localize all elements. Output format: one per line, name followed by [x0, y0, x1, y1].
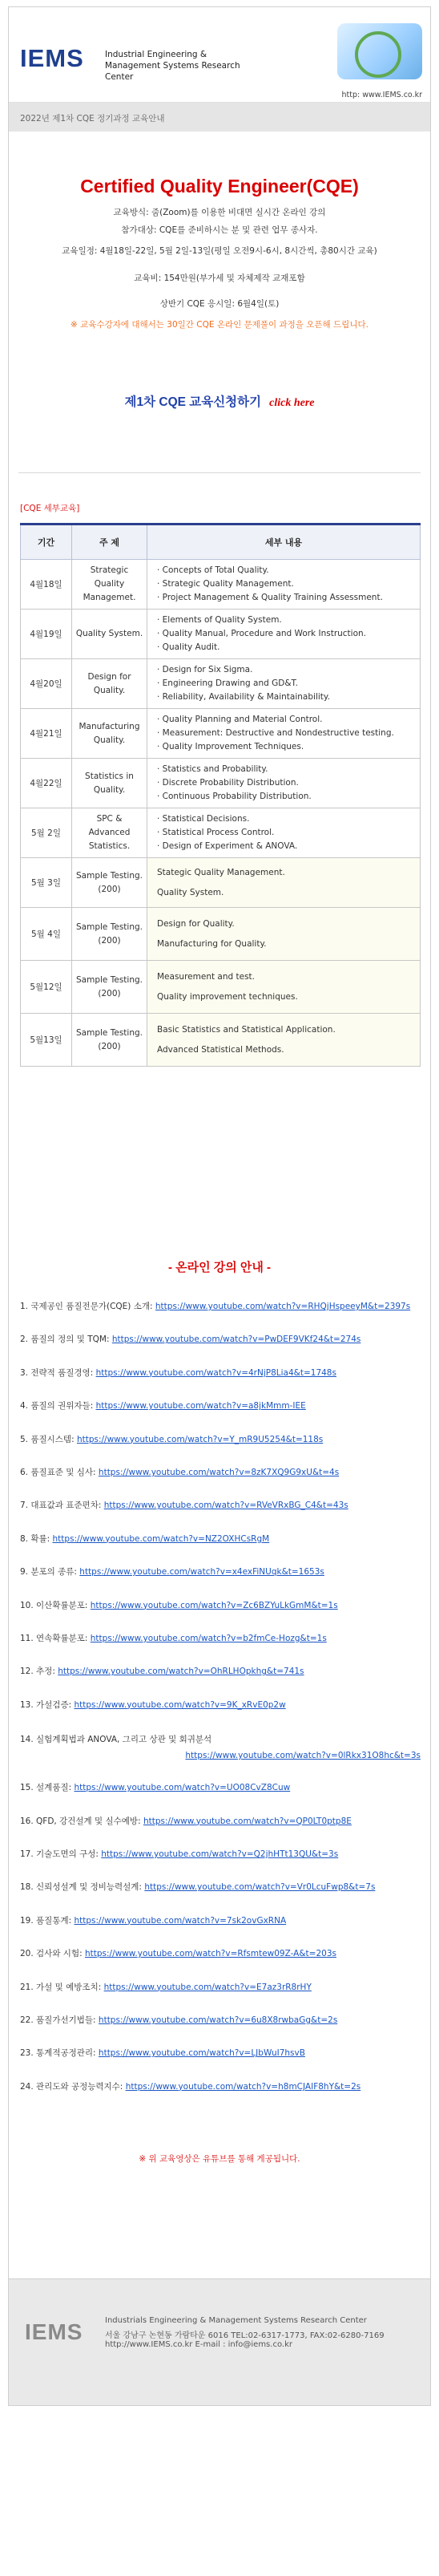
table-row: [21, 961, 421, 1014]
lecture-item: [20, 1914, 286, 1926]
table-row: [21, 659, 421, 709]
lecture-label: 21. 가설 및 예방조치:: [20, 1982, 104, 1992]
lecture-item: [20, 1367, 336, 1379]
lecture-label: 11. 연속확률분포:: [20, 1634, 91, 1643]
lecture-item: [20, 1781, 290, 1793]
lecture-label: 20. 검사와 시험:: [20, 1949, 85, 1959]
lecture-item: [20, 1981, 312, 1993]
lecture-label: 1. 국제공인 품질전문가(CQE) 소개:: [20, 1302, 155, 1311]
topic-line: Sample Testing.: [76, 974, 143, 985]
topic-line: (200): [98, 884, 121, 894]
lecture-item: [20, 1300, 410, 1312]
row-date: 5월12일: [21, 961, 72, 1014]
lecture-link[interactable]: https://www.youtube.com/watch?v=RHQjHspeeyM&t=2397s: [155, 1302, 411, 1311]
row-details: [147, 659, 421, 709]
detail-line: · Design for Six Sigma.: [157, 665, 253, 674]
lecture-link[interactable]: https://www.youtube.com/watch?v=NZ2OXHCsRgM: [52, 1533, 270, 1544]
lecture-link[interactable]: https://www.youtube.com/watch?v=Y_mR9U5254&t=118s: [76, 1434, 324, 1444]
lecture-item: [20, 1599, 338, 1611]
footer-contact: http://www.IEMS.co.kr E-mail : info@iems.co.kr: [105, 2340, 292, 2349]
lecture-item: [20, 1665, 304, 1677]
row-topic: [72, 709, 147, 759]
row-details: [147, 709, 421, 759]
divider: [18, 472, 421, 473]
info-method: 교육방식: 줌(Zoom)를 이용한 비대면 실시간 온라인 강의: [113, 208, 326, 217]
row-details: [147, 961, 421, 1014]
lecture-item: [20, 1466, 339, 1478]
topic-line: Sample Testing.: [76, 921, 143, 932]
row-topic: [72, 858, 147, 908]
topic-line: Sample Testing.: [76, 1027, 143, 1038]
website-link[interactable]: http: www.IEMS.co.kr: [341, 91, 422, 99]
lecture-item: [20, 2047, 305, 2059]
topic-line: Statistics.: [88, 841, 131, 851]
detail-line: Design for Quality.: [157, 918, 235, 929]
detail-line: · Concepts of Total Quality.: [157, 565, 269, 575]
org-name: [105, 49, 249, 83]
lecture-link[interactable]: https://www.youtube.com/watch?v=Zc6BZYuLkGmM&t=1s: [90, 1600, 338, 1610]
lecture-link[interactable]: https://www.youtube.com/watch?v=LJbWuI7hsvB: [98, 2048, 305, 2059]
row-topic: [72, 659, 147, 709]
lecture-link[interactable]: https://www.youtube.com/watch?v=Q2jhHTt13QU&t=3s: [101, 1849, 339, 1859]
row-details: [147, 808, 421, 858]
detail-line: · Quality Improvement Techniques.: [157, 742, 304, 751]
detail-line: · Strategic Quality Management.: [157, 579, 294, 589]
info-exam-date: 상반기 CQE 응시일: 6월4일(토): [159, 299, 280, 309]
row-date: 5월13일: [21, 1014, 72, 1067]
row-topic: [72, 560, 147, 610]
detail-line: · Quality Planning and Material Control.: [157, 715, 323, 724]
lecture-item: [20, 1732, 421, 1764]
info-schedule: 교육일정: 4월18일-22일, 5월 2일-13일(평일 오전9시-6시, 8시간씩, 총80시간 교육): [62, 246, 377, 256]
detail-line: · Engineering Drawing and GD&T.: [157, 678, 299, 688]
row-topic: [72, 808, 147, 858]
row-topic: [72, 961, 147, 1014]
header-topic: 주 제: [72, 525, 147, 560]
lecture-link[interactable]: https://www.youtube.com/watch?v=PwDEF9VKf24&t=274s: [111, 1335, 361, 1345]
lecture-item: [20, 1632, 327, 1644]
banner-text: 2022년 제1차 CQE 정기과정 교육안내: [20, 114, 165, 124]
footer-logo: IEMS: [25, 2319, 83, 2344]
row-details: [147, 1014, 421, 1067]
topic-line: Statistics in Quality.: [85, 771, 134, 795]
row-date: 4월20일: [21, 659, 72, 709]
schedule-label: [CQE 세부교육]: [20, 504, 80, 513]
lecture-label: 10. 이산확률분포:: [20, 1600, 91, 1610]
lecture-item: [20, 1533, 269, 1545]
lecture-label: 14. 실험계획법과 ANOVA, 그리고 상관 및 회귀분석: [20, 1735, 212, 1745]
topic-line: Managemet.: [83, 593, 136, 602]
detail-line: · Measurement: Destructive and Nondestructive testing.: [157, 728, 394, 738]
lecture-link[interactable]: https://www.youtube.com/watch?v=b2fmCe-Hozg&t=1s: [90, 1634, 327, 1643]
lecture-item: [20, 1399, 306, 1412]
detail-line: · Statistics and Probability.: [157, 764, 268, 774]
click-here-link[interactable]: click here: [269, 397, 315, 409]
topic-line: (200): [98, 935, 121, 946]
logo: IEMS: [20, 44, 84, 72]
header: [9, 7, 430, 103]
apply-text[interactable]: 제1차 CQE 교육신청하기: [124, 395, 262, 409]
detail-line: · Reliability, Availability & Maintainability.: [157, 692, 330, 702]
header-period: 기간: [21, 525, 72, 560]
lecture-link[interactable]: https://www.youtube.com/watch?v=x4exFiNUqk&t=1653s: [79, 1567, 324, 1578]
footer-address: 서울 강남구 논현동 가람타운 6016 TEL:02-6317-1773, FAX:02-6280-7169: [105, 2331, 385, 2340]
topic-line: Strategic Quality: [90, 565, 129, 589]
lecture-label: 16. QFD, 강건설계 및 실수예방:: [20, 1816, 143, 1826]
lecture-link[interactable]: https://www.youtube.com/watch?v=Rfsmtew09Z-A&t=203s: [84, 1949, 336, 1959]
row-date: 4월19일: [21, 610, 72, 659]
notice-text: ※ 교육수강자에 대해서는 30일간 CQE 온라인 문제풀이 과정을 오픈해 드립니다.: [70, 320, 369, 330]
lecture-label: 17. 기술도면의 구성:: [20, 1849, 102, 1859]
online-title: - 온라인 강의 안내 -: [167, 1261, 272, 1274]
detail-line: · Statistical Process Control.: [157, 828, 275, 837]
lecture-link[interactable]: https://www.youtube.com/watch?v=9K_xRvE0p2w: [74, 1699, 286, 1710]
table-row: [21, 808, 421, 858]
lecture-label: 8. 확률:: [20, 1533, 53, 1544]
detail-line: Stategic Quality Management.: [157, 867, 285, 877]
topic-line: Design for Quality.: [87, 671, 131, 695]
lecture-item: [20, 1848, 338, 1860]
lecture-label: 9. 분포의 종류:: [20, 1567, 80, 1578]
footer: [9, 2278, 430, 2405]
table-row: [21, 908, 421, 961]
row-topic: [72, 759, 147, 808]
lecture-label: 22. 품질가선기법들:: [20, 2015, 99, 2025]
row-details: [147, 610, 421, 659]
lecture-link[interactable]: https://www.youtube.com/watch?v=8zK7XQ9G9xU&t=4s: [98, 1468, 340, 1477]
org-line-2: Management Systems Research Center: [105, 61, 240, 82]
lecture-link[interactable]: https://www.youtube.com/watch?v=RVeVRxBG_C4&t=43s: [103, 1501, 348, 1511]
lecture-label: 15. 설계품질:: [20, 1783, 75, 1793]
org-line-1: Industrial Engineering &: [105, 50, 207, 59]
detail-line: · Project Management & Quality Training Assessment.: [157, 593, 383, 602]
lecture-label: 13. 가설검증:: [20, 1699, 75, 1710]
detail-line: · Quality Audit.: [157, 642, 220, 652]
lecture-link[interactable]: https://www.youtube.com/watch?v=a8jkMmm-IEE: [95, 1401, 306, 1412]
topic-line: (200): [98, 1041, 121, 1051]
lecture-link[interactable]: https://www.youtube.com/watch?v=QP0LT0ptp8E: [143, 1816, 352, 1826]
lecture-label: 6. 품질표준 및 심사:: [20, 1468, 99, 1477]
lecture-link[interactable]: https://www.youtube.com/watch?v=Vr0LcuFwp8&t=7s: [144, 1882, 376, 1893]
lecture-link[interactable]: https://www.youtube.com/watch?v=OhRLHOpkhg&t=741s: [58, 1667, 304, 1677]
row-date: 5월 4일: [21, 908, 72, 961]
lecture-label: 3. 전략적 품질경영:: [20, 1367, 96, 1378]
row-topic: [72, 610, 147, 659]
row-date: 5월 3일: [21, 858, 72, 908]
lecture-link[interactable]: https://www.youtube.com/watch?v=6u8X8rwbaGg&t=2s: [98, 2015, 338, 2025]
detail-line: · Elements of Quality System.: [157, 615, 282, 625]
info-fee: 교육비: 154만원(부가세 및 자체제작 교재포함: [134, 273, 305, 283]
row-details: [147, 908, 421, 961]
detail-line: Quality improvement techniques.: [157, 991, 298, 1002]
detail-line: Basic Statistics and Statistical Application.: [157, 1024, 336, 1035]
lecture-item: [20, 1333, 360, 1345]
table-row: [21, 610, 421, 659]
header-details: 세부 내용: [147, 525, 421, 560]
lecture-link[interactable]: https://www.youtube.com/watch?v=UO08CvZ8Cuw: [74, 1783, 291, 1793]
schedule-table: [20, 523, 421, 1067]
lecture-item: [20, 1881, 375, 1893]
table-header: [21, 525, 421, 560]
row-details: [147, 759, 421, 808]
lecture-item: [20, 1433, 323, 1445]
detail-line: Measurement and test.: [157, 971, 256, 982]
email-frame: [8, 6, 431, 2406]
lecture-item: [20, 1499, 348, 1511]
apply-link[interactable]: [9, 392, 430, 410]
table-row: [21, 759, 421, 808]
course-banner: [9, 103, 430, 132]
lecture-item: [20, 1815, 352, 1827]
detail-line: Quality System.: [157, 887, 224, 897]
lecture-label: 23. 통계적공정관리:: [20, 2048, 99, 2059]
table-row: [21, 1014, 421, 1067]
lecture-label: 12. 추정:: [20, 1667, 58, 1677]
lecture-link[interactable]: https://www.youtube.com/watch?v=4rNjP8Lia4&t=1748s: [95, 1367, 336, 1378]
lecture-link[interactable]: https://www.youtube.com/watch?v=E7az3rR8rHY: [103, 1982, 312, 1992]
row-date: 4월22일: [21, 759, 72, 808]
info-target: 참가대상: CQE를 준비하시는 분 및 관련 업무 종사자.: [121, 225, 318, 235]
topic-line: Manufacturing: [79, 721, 140, 731]
row-date: 4월18일: [21, 560, 72, 610]
detail-line: · Continuous Probability Distribution.: [157, 792, 312, 801]
detail-line: · Statistical Decisions.: [157, 814, 250, 824]
lecture-label: 4. 품질의 권위자들:: [20, 1401, 96, 1412]
page-title: Certified Quality Engineer(CQE): [80, 176, 359, 196]
topic-line: Quality System.: [75, 629, 143, 638]
footnote: ※ 위 교육영상은 유튜브를 통해 게공됩니다.: [139, 2154, 300, 2164]
detail-line: Manufacturing for Quality.: [157, 938, 267, 949]
lecture-label: 5. 품질시스템:: [20, 1434, 77, 1444]
row-details: [147, 858, 421, 908]
lecture-link[interactable]: https://www.youtube.com/watch?v=7sk2ovGxRNA: [74, 1915, 287, 1926]
topic-line: Quality.: [93, 735, 126, 745]
lecture-label: 19. 품질통계:: [20, 1915, 75, 1926]
row-details: [147, 560, 421, 610]
row-date: 5월 2일: [21, 808, 72, 858]
lecture-item: [20, 2014, 337, 2026]
table-row: [21, 709, 421, 759]
topic-line: Sample Testing.: [76, 870, 143, 881]
table-row: [21, 858, 421, 908]
topic-line: SPC & Advanced: [88, 814, 131, 837]
table-row: [21, 560, 421, 610]
lecture-item: [20, 2080, 360, 2092]
topic-line: (200): [98, 988, 121, 998]
row-date: 4월21일: [21, 709, 72, 759]
lecture-label: 18. 신뢰성설계 및 정비능력설계:: [20, 1882, 145, 1893]
lecture-link[interactable]: https://www.youtube.com/watch?v=0lRkx31O8hc&t=3s: [185, 1751, 421, 1761]
row-topic: [72, 1014, 147, 1067]
globe-illustration: [337, 23, 422, 79]
lecture-label: 24. 관리도와 공정능력지수:: [20, 2081, 126, 2092]
detail-line: · Quality Manual, Procedure and Work Instruction.: [157, 629, 367, 638]
row-topic: [72, 908, 147, 961]
lecture-label: 7. 대표값과 표준편차:: [20, 1501, 104, 1511]
lecture-item: [20, 1947, 336, 1959]
lecture-item: [20, 1565, 324, 1578]
lecture-label: 2. 품질의 정의 및 TQM:: [20, 1335, 112, 1345]
lecture-link[interactable]: https://www.youtube.com/watch?v=h8mCJAIF8hY&t=2s: [125, 2081, 361, 2092]
globe-icon: [355, 31, 401, 78]
detail-line: · Discrete Probability Distribution.: [157, 778, 299, 788]
footer-org: Industrials Engineering & Management Systems Research Center: [105, 2316, 367, 2325]
detail-line: · Design of Experiment & ANOVA.: [157, 841, 298, 851]
detail-line: Advanced Statistical Methods.: [157, 1044, 284, 1055]
lecture-item: [20, 1699, 286, 1711]
